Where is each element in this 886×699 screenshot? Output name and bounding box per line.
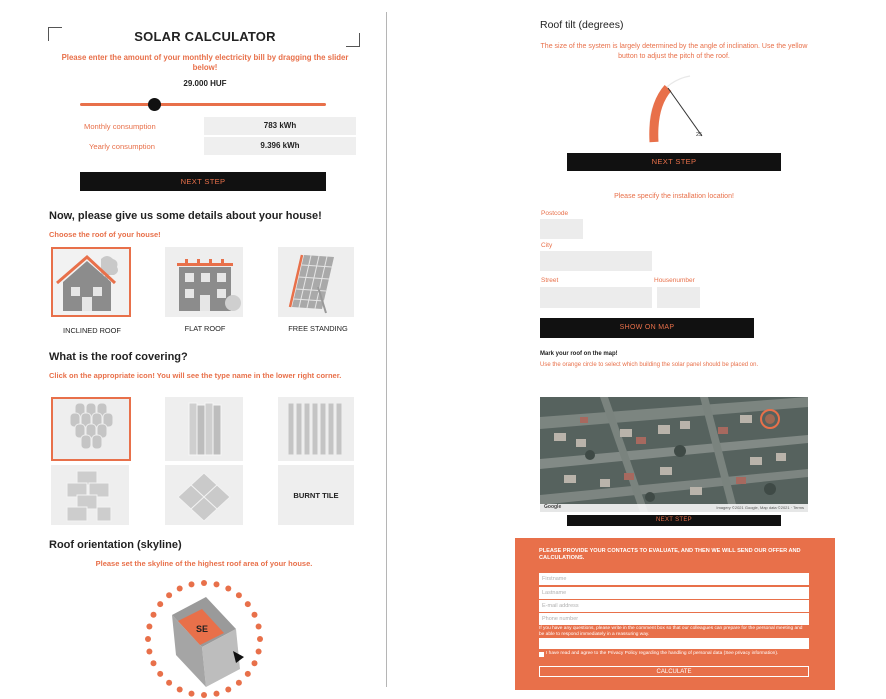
covering-tile-beaver[interactable] — [51, 397, 131, 461]
covering-tile-metal-sheet[interactable] — [165, 397, 243, 461]
roof-card-flat[interactable] — [165, 247, 243, 317]
dial-dot[interactable] — [146, 624, 152, 630]
roof-covering-instruction: Click on the appropriate icon! You will see the type name in the lower right corner. — [49, 371, 342, 380]
city-field[interactable] — [540, 251, 652, 271]
map-imagery — [540, 397, 808, 512]
roof-label-inclined: INCLINED ROOF — [63, 326, 121, 335]
dial-dot[interactable] — [166, 680, 172, 686]
roof-prompt: Choose the roof of your house! — [49, 230, 161, 239]
orientation-direction: SE — [196, 624, 209, 634]
monthly-consumption-label: Monthly consumption — [84, 122, 156, 131]
calculate-button[interactable]: CALCULATE — [539, 666, 809, 677]
inclined-roof-house-icon — [53, 249, 129, 315]
dial-dot[interactable] — [236, 592, 242, 598]
panel-divider — [386, 12, 387, 687]
roof-orientation-instruction: Please set the skyline of the highest roof area of your house. — [95, 559, 313, 568]
roof-card-inclined[interactable] — [51, 247, 131, 317]
dial-dot[interactable] — [225, 586, 231, 592]
city-label: City — [541, 242, 553, 249]
dial-dot[interactable] — [256, 649, 262, 655]
housenumber-label: Housenumber — [654, 277, 695, 284]
house-details-heading: Now, please give us some details about your house! — [49, 210, 322, 222]
dial-dot[interactable] — [146, 649, 152, 655]
roof-orientation-heading: Roof orientation (skyline) — [49, 539, 182, 551]
roof-card-free-standing[interactable] — [278, 247, 354, 317]
mark-roof-instruction: Use the orange circle to select which building the solar panel should be placed on. — [540, 362, 759, 368]
satellite-map[interactable] — [540, 397, 808, 512]
frame-corner-top-right — [346, 33, 360, 47]
mark-roof-heading: Mark your roof on the map! — [540, 351, 618, 357]
dial-dot[interactable] — [151, 612, 157, 618]
dial-dot[interactable] — [225, 687, 231, 693]
housenumber-field[interactable] — [657, 287, 700, 308]
calculator-title: SOLAR CALCULATOR — [134, 29, 276, 44]
location-heading: Please specify the installation location! — [614, 193, 734, 200]
beaver-tail-tile-icon — [53, 399, 129, 459]
orientation-dial[interactable] — [136, 577, 272, 699]
roof-tilt-instruction: The size of the system is largely determined by the angle of inclination. Use the yellow button to adjust the pitch of the roof. — [540, 43, 808, 60]
street-label: Street — [541, 277, 559, 284]
street-field[interactable] — [540, 287, 652, 308]
dial-dot[interactable] — [256, 624, 262, 630]
tilt-next-step-button[interactable]: NEXT STEP — [567, 153, 781, 171]
corrugated-sheet-icon — [278, 397, 354, 461]
map-next-step-button[interactable]: NEXT STEP — [567, 515, 781, 526]
roof-label-flat: FLAT ROOF — [184, 324, 226, 333]
dial-dot[interactable] — [201, 580, 207, 586]
bill-slider-track[interactable] — [80, 103, 326, 106]
covering-tile-slate[interactable] — [51, 465, 129, 525]
dial-dot[interactable] — [252, 612, 258, 618]
dial-dot[interactable] — [214, 691, 220, 697]
email-input[interactable]: E-mail address — [539, 600, 809, 612]
dial-dot[interactable] — [257, 636, 263, 642]
dial-dot[interactable] — [166, 592, 172, 598]
dial-dot[interactable] — [252, 660, 258, 666]
postcode-label: Postcode — [541, 210, 569, 217]
bill-amount: 29.000 HUF — [183, 79, 227, 88]
covering-selected-name: BURNT TILE — [293, 491, 339, 500]
tilt-angle-value: 25 — [696, 132, 703, 138]
dial-dot[interactable] — [236, 680, 242, 686]
yearly-consumption-value: 9.396 kWh — [204, 137, 356, 155]
dial-dot[interactable] — [157, 601, 163, 607]
dial-dot[interactable] — [157, 671, 163, 677]
metal-sheet-icon — [165, 397, 243, 461]
next-step-button[interactable]: NEXT STEP — [80, 172, 326, 191]
covering-tile-diamond[interactable] — [165, 465, 243, 525]
comment-note: If you have any questions, please write in the comment box so that our colleagues can prepare for the personal meeting and be able to respond immediately in a reassuring way. — [539, 626, 803, 637]
tilt-gauge[interactable] — [630, 70, 730, 146]
map-logo: Google — [544, 504, 562, 510]
show-on-map-button[interactable]: SHOW ON MAP — [540, 318, 754, 338]
roof-label-free-standing: FREE STANDING — [288, 324, 348, 333]
map-attribution: Imagery ©2021 Google, Map data ©2021 · Terms — [716, 505, 804, 510]
privacy-checkbox[interactable] — [539, 652, 544, 657]
postcode-field[interactable] — [540, 219, 583, 239]
lastname-input[interactable]: Lastname — [539, 587, 809, 599]
dial-dot[interactable] — [214, 581, 220, 587]
dial-dot[interactable] — [245, 671, 251, 677]
firstname-input[interactable]: Firstname — [539, 573, 809, 585]
monthly-consumption-value: 783 kWh — [204, 117, 356, 135]
dial-dot[interactable] — [245, 601, 251, 607]
calculator-intro: Please enter the amount of your monthly electricity bill by dragging the slider below! — [61, 53, 349, 72]
contact-intro: PLEASE PROVIDE YOUR CONTACTS TO EVALUATE, AND THEN WE WILL SEND OUR OFFER AND CALCULATIONS. — [539, 548, 801, 561]
roof-tilt-heading: Roof tilt (degrees) — [540, 19, 624, 31]
dial-dot[interactable] — [201, 692, 207, 698]
slate-tile-icon — [51, 465, 129, 525]
diamond-tile-icon — [165, 465, 243, 525]
flat-roof-house-icon — [165, 247, 243, 317]
dial-dot[interactable] — [189, 691, 195, 697]
free-standing-panel-icon — [278, 247, 354, 317]
comment-textarea[interactable] — [539, 638, 809, 649]
dial-dot[interactable] — [177, 586, 183, 592]
phone-input[interactable]: Phone number — [539, 613, 809, 625]
frame-corner-top-left — [48, 27, 62, 41]
dial-dot[interactable] — [151, 660, 157, 666]
dial-dot[interactable] — [177, 687, 183, 693]
dial-dot[interactable] — [189, 581, 195, 587]
privacy-text: I have read and agree to the Privacy Policy regarding the handling of personal data (See privacy information). — [546, 651, 779, 656]
roof-covering-heading: What is the roof covering? — [49, 351, 188, 363]
dial-dot[interactable] — [145, 636, 151, 642]
covering-tile-corrugated[interactable] — [278, 397, 354, 461]
bill-slider-thumb[interactable] — [148, 98, 161, 111]
yearly-consumption-label: Yearly consumption — [89, 142, 155, 151]
